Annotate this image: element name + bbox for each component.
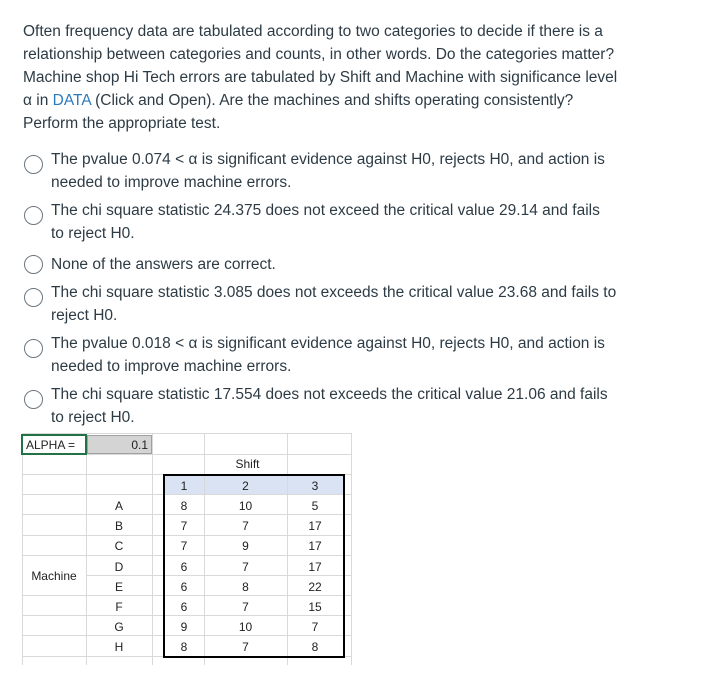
machine-label-b: B	[114, 519, 123, 534]
alpha-label: ALPHA =	[21, 434, 87, 455]
machine-label-c: C	[114, 539, 124, 554]
count-cell: 7	[242, 519, 249, 534]
answer-option-3[interactable]	[24, 253, 617, 276]
radio-button[interactable]	[24, 390, 43, 409]
gridline	[351, 433, 352, 665]
gridline	[152, 433, 153, 665]
count-cell: 17	[308, 519, 322, 534]
count-cell: 6	[180, 559, 188, 574]
count-cell: 15	[308, 600, 322, 614]
question-text-part2: (Click and Open). Are the machines and shifts operating consistently? Perform the appropriate test.	[23, 92, 574, 132]
answer-option-2[interactable]	[24, 199, 617, 245]
radio-button[interactable]	[24, 206, 43, 225]
answer-option-6[interactable]	[24, 383, 617, 429]
count-cell: 8	[311, 640, 319, 655]
shift-header-2: 2	[242, 479, 249, 493]
count-cell: 6	[180, 600, 188, 614]
machine-label-d: D	[114, 559, 124, 574]
count-cell: 10	[238, 499, 253, 513]
answer-option-4[interactable]	[24, 281, 617, 327]
count-cell: 7	[242, 559, 249, 574]
answer-option-5[interactable]	[24, 332, 617, 378]
shift-header-1: 1	[180, 479, 188, 493]
count-cell: 6	[180, 579, 188, 594]
answer-label: The chi square statistic 17.554 does not exceeds the critical value 21.06 and fails to reject H0.	[51, 386, 608, 426]
shift-header-3: 3	[311, 479, 319, 493]
count-cell: 7	[242, 640, 249, 655]
machine-label-e: E	[114, 579, 123, 594]
answer-label: The chi square statistic 3.085 does not exceeds the critical value 23.68 and fails to reject H0.	[51, 284, 617, 324]
shift-label: Shift	[235, 457, 260, 471]
alpha-value: 0.1	[87, 435, 152, 454]
machine-label-h: H	[114, 640, 124, 655]
radio-button[interactable]	[24, 255, 43, 274]
count-cell: 9	[242, 539, 249, 554]
radio-button[interactable]	[24, 288, 43, 307]
machine-label-a: A	[114, 499, 123, 513]
machine-label: Machine	[31, 569, 77, 583]
count-cell: 7	[180, 519, 188, 534]
radio-button[interactable]	[24, 339, 43, 358]
count-cell: 17	[308, 539, 322, 554]
count-cell: 8	[180, 640, 188, 655]
count-cell: 10	[238, 620, 253, 635]
count-cell: 22	[308, 579, 322, 594]
count-cell: 9	[180, 620, 188, 635]
answer-label: The pvalue 0.018 < α is significant evidence against H0, rejects H0, and action is needed to improve machine errors.	[51, 335, 605, 375]
count-cell: 8	[242, 579, 249, 594]
gridline	[22, 433, 23, 665]
count-cell: 7	[242, 600, 249, 614]
answer-label: The pvalue 0.074 < α is significant evidence against H0, rejects H0, and action is needed to improve machine errors.	[51, 151, 605, 191]
data-link[interactable]: DATA	[52, 92, 91, 109]
count-cell: 5	[311, 499, 319, 513]
question-text	[23, 20, 623, 135]
machine-label-f: F	[115, 600, 123, 614]
machine-label-g: G	[114, 620, 124, 635]
answer-option-1[interactable]	[24, 148, 617, 194]
answer-label: The chi square statistic 24.375 does not exceed the critical value 29.14 and fails to reject H0.	[51, 202, 600, 242]
answer-label: None of the answers are correct.	[51, 256, 276, 273]
count-cell: 7	[311, 620, 319, 635]
count-cell: 8	[180, 499, 188, 513]
radio-button[interactable]	[24, 155, 43, 174]
question-text-part1: Often frequency data are tabulated according to two categories to decide if there is a relationship between categories and counts, in other words. Do the categories matter? Machine shop Hi Tech errors are tabulated by Shift and Machine with significance level α in	[23, 23, 618, 109]
count-cell: 17	[308, 559, 322, 574]
count-cell: 7	[180, 539, 188, 554]
